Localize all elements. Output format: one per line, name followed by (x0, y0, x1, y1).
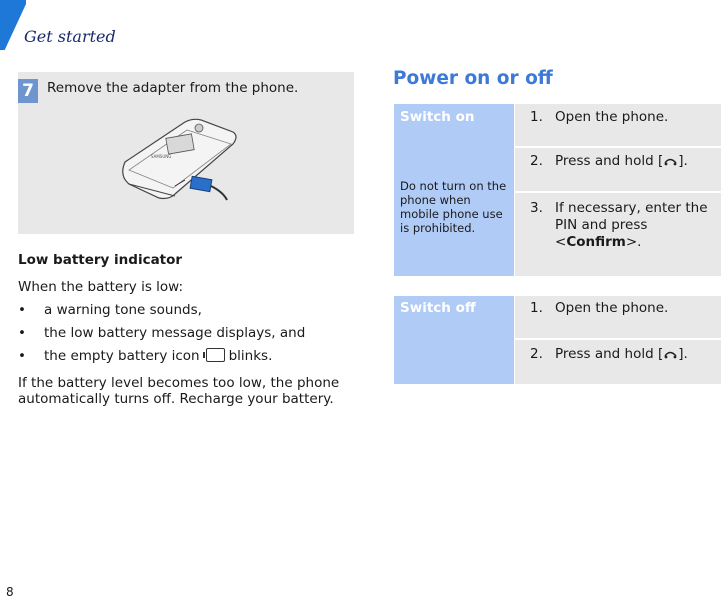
row-divider (515, 191, 721, 193)
switch-on-steps-cell (515, 104, 721, 276)
phone-adapter-illustration (115, 114, 250, 204)
low-battery-intro: When the battery is low: (18, 279, 184, 295)
battery-empty-icon (206, 348, 225, 362)
low-battery-heading: Low battery indicator (18, 252, 183, 268)
power-end-key-icon (663, 155, 678, 167)
power-end-key-icon (663, 348, 678, 360)
switch-off-label: Switch off (400, 300, 476, 316)
switch-on-note: Do not turn on the phone when mobile phone use is prohibited. (400, 179, 507, 235)
page-number: 8 (6, 585, 14, 599)
power-heading: Power on or off (393, 68, 553, 89)
svg-text:SAMSUNG: SAMSUNG (151, 154, 172, 159)
header-title: Get started (24, 27, 116, 46)
low-battery-outro: If the battery level becomes too low, the phone automatically turns off. Recharge your battery. (18, 375, 340, 407)
row-divider (515, 338, 721, 340)
step-text: Remove the adapter from the phone. (47, 80, 299, 96)
row-divider (515, 146, 721, 148)
switch-on-label: Switch on (400, 109, 475, 125)
step-number: 7 (18, 79, 38, 103)
header-accent-bar (0, 0, 26, 50)
